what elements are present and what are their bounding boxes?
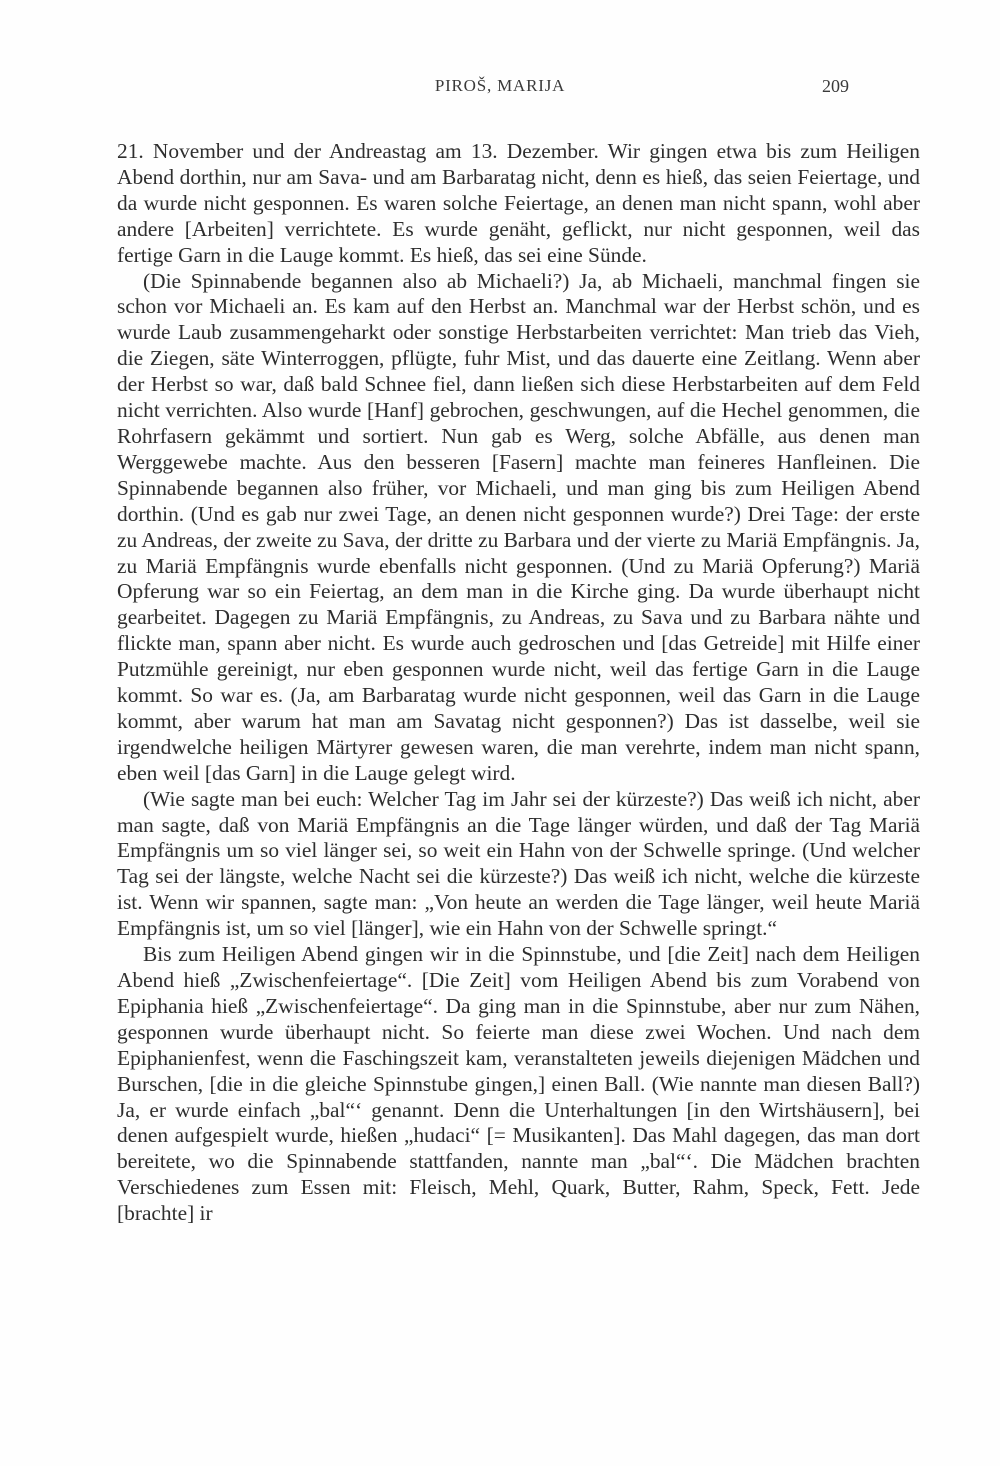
running-head [0, 72, 1000, 102]
body-text [117, 139, 920, 1227]
paragraph-continued: 21. November und der Andreastag am 13. Dezember. Wir gingen etwa bis zum Heiligen Abend dorthin, nur am Sava- und am Barbaratag nicht, denn es hieß, das seien Feiertage, und da wurde nicht gesponnen. Es waren solche Feiertage, an denen man nicht spann, wohl aber andere [Arbeiten] verrichtete. Es wurde genäht, geflickt, nur nicht gesponnen, weil das fertige Garn in die Lauge kommt. Es hieß, das sei eine Sünde. [117, 139, 920, 267]
paragraph: Bis zum Heiligen Abend gingen wir in die Spinnstube, und [die Zeit] nach dem Heiligen Abend hieß „Zwischenfeiertage“. [Die Zeit] vom Heiligen Abend bis zum Vorabend von Epiphania hieß „Zwischenfeiertage“. Da ging man in die Spinnstube, aber nur zum Nähen, gesponnen wurde überhaupt nicht. So feierte man diese zwei Wochen. Und nach dem Epiphanienfest, wenn die Faschingszeit kam, veranstalteten jeweils diejenigen Mädchen und Burschen, [die in die gleiche Spinnstube gingen,] einen Ball. (Wie nannte man diesen Ball?) Ja, er wurde einfach „bal“‘ genannt. Denn die Unterhaltungen [in den Wirtshäusern], bei denen aufgespielt wurde, hießen „hudaci“ [= Musikanten]. Das Mahl dagegen, das man dort bereitete, wo die Spinnabende stattfanden, nannte man „bal“‘. Die Mädchen brachten Verschiedenes zum Essen mit: Fleisch, Mehl, Quark, Butter, Rahm, Speck, Fett. Jede [brachte] ir [117, 942, 920, 1226]
page-number: 209 [822, 76, 849, 96]
paragraph: (Wie sagte man bei euch: Welcher Tag im Jahr sei der kürzeste?) Das weiß ich nicht, aber man sagte, daß von Mariä Empfängnis an die Tage länger würden, und daß der Tag Mariä Empfängnis um so viel länger sei, so weit ein Hahn von der Schwelle springe. (Und welcher Tag sei der längste, welche Nacht sei die kürzeste?) Das weiß ich nicht, welche die kürzeste ist. Wenn wir spannen, sagte man: „Von heute an werden die Tage länger, weil heute Mariä Empfängnis ist, um so viel [länger], wie ein Hahn von der Schwelle springt.“ [117, 786, 920, 941]
running-title: PIROŠ, MARIJA [434, 76, 566, 95]
paragraph: (Die Spinnabende begannen also ab Michaeli?) Ja, ab Michaeli, manchmal fingen sie schon vor Michaeli an. Es kam auf den Herbst an. Manchmal war der Herbst schön, und es wurde Laub zusammengeharkt oder sonstige Herbstarbeiten verrichtet: Man trieb das Vieh, die Ziegen, säte Winterroggen, pflügte, fuhr Mist, und das dauerte eine Zeitlang. Wenn aber der Herbst so war, daß bald Schnee fiel, dann ließen sich diese Herbstarbeiten auf dem Feld nicht verrichten. Also wurde [Hanf] gebrochen, geschwungen, auf die Hechel genommen, die Rohrfasern gekämmt und sortiert. Nun gab es Werg, solche Abfälle, aus denen man Werggewebe machte. Aus den besseren [Fasern] machte man feineres Hanfleinen. Die Spinnabende begannen also früher, vor Michaeli, und man ging bis zum Heiligen Abend dorthin. (Und es gab nur zwei Tage, an denen nicht gesponnen wurde?) Drei Tage: der erste zu Andreas, der zweite zu Sava, der dritte zu Barbara und der vierte zu Mariä Empfängnis. Ja, zu Mariä Empfängnis wurde ebenfalls nicht gesponnen. (Und zu Mariä Opferung?) Mariä Opferung war so ein Feiertag, an dem man in die Kirche ging. Da wurde überhaupt nicht gearbeitet. Dagegen zu Mariä Empfängnis, zu Andreas, zu Sava und zu Barbara nähte und flickte man, spann aber nicht. Es wurde auch gedroschen und [das Getreide] mit Hilfe einer Putzmühle gereinigt, nur eben gesponnen wurde nicht, weil das fertige Garn in die Lauge kommt. So war es. (Ja, am Barbaratag wurde nicht gesponnen, weil das Garn in die Lauge kommt, aber warum hat man am Savatag nicht gesponnen?) Das ist dasselbe, weil sie irgendwelche heiligen Märtyrer gewesen waren, die man verehrte, indem man nicht spann, eben weil [das Garn] in die Lauge gelegt wird. [117, 268, 921, 785]
